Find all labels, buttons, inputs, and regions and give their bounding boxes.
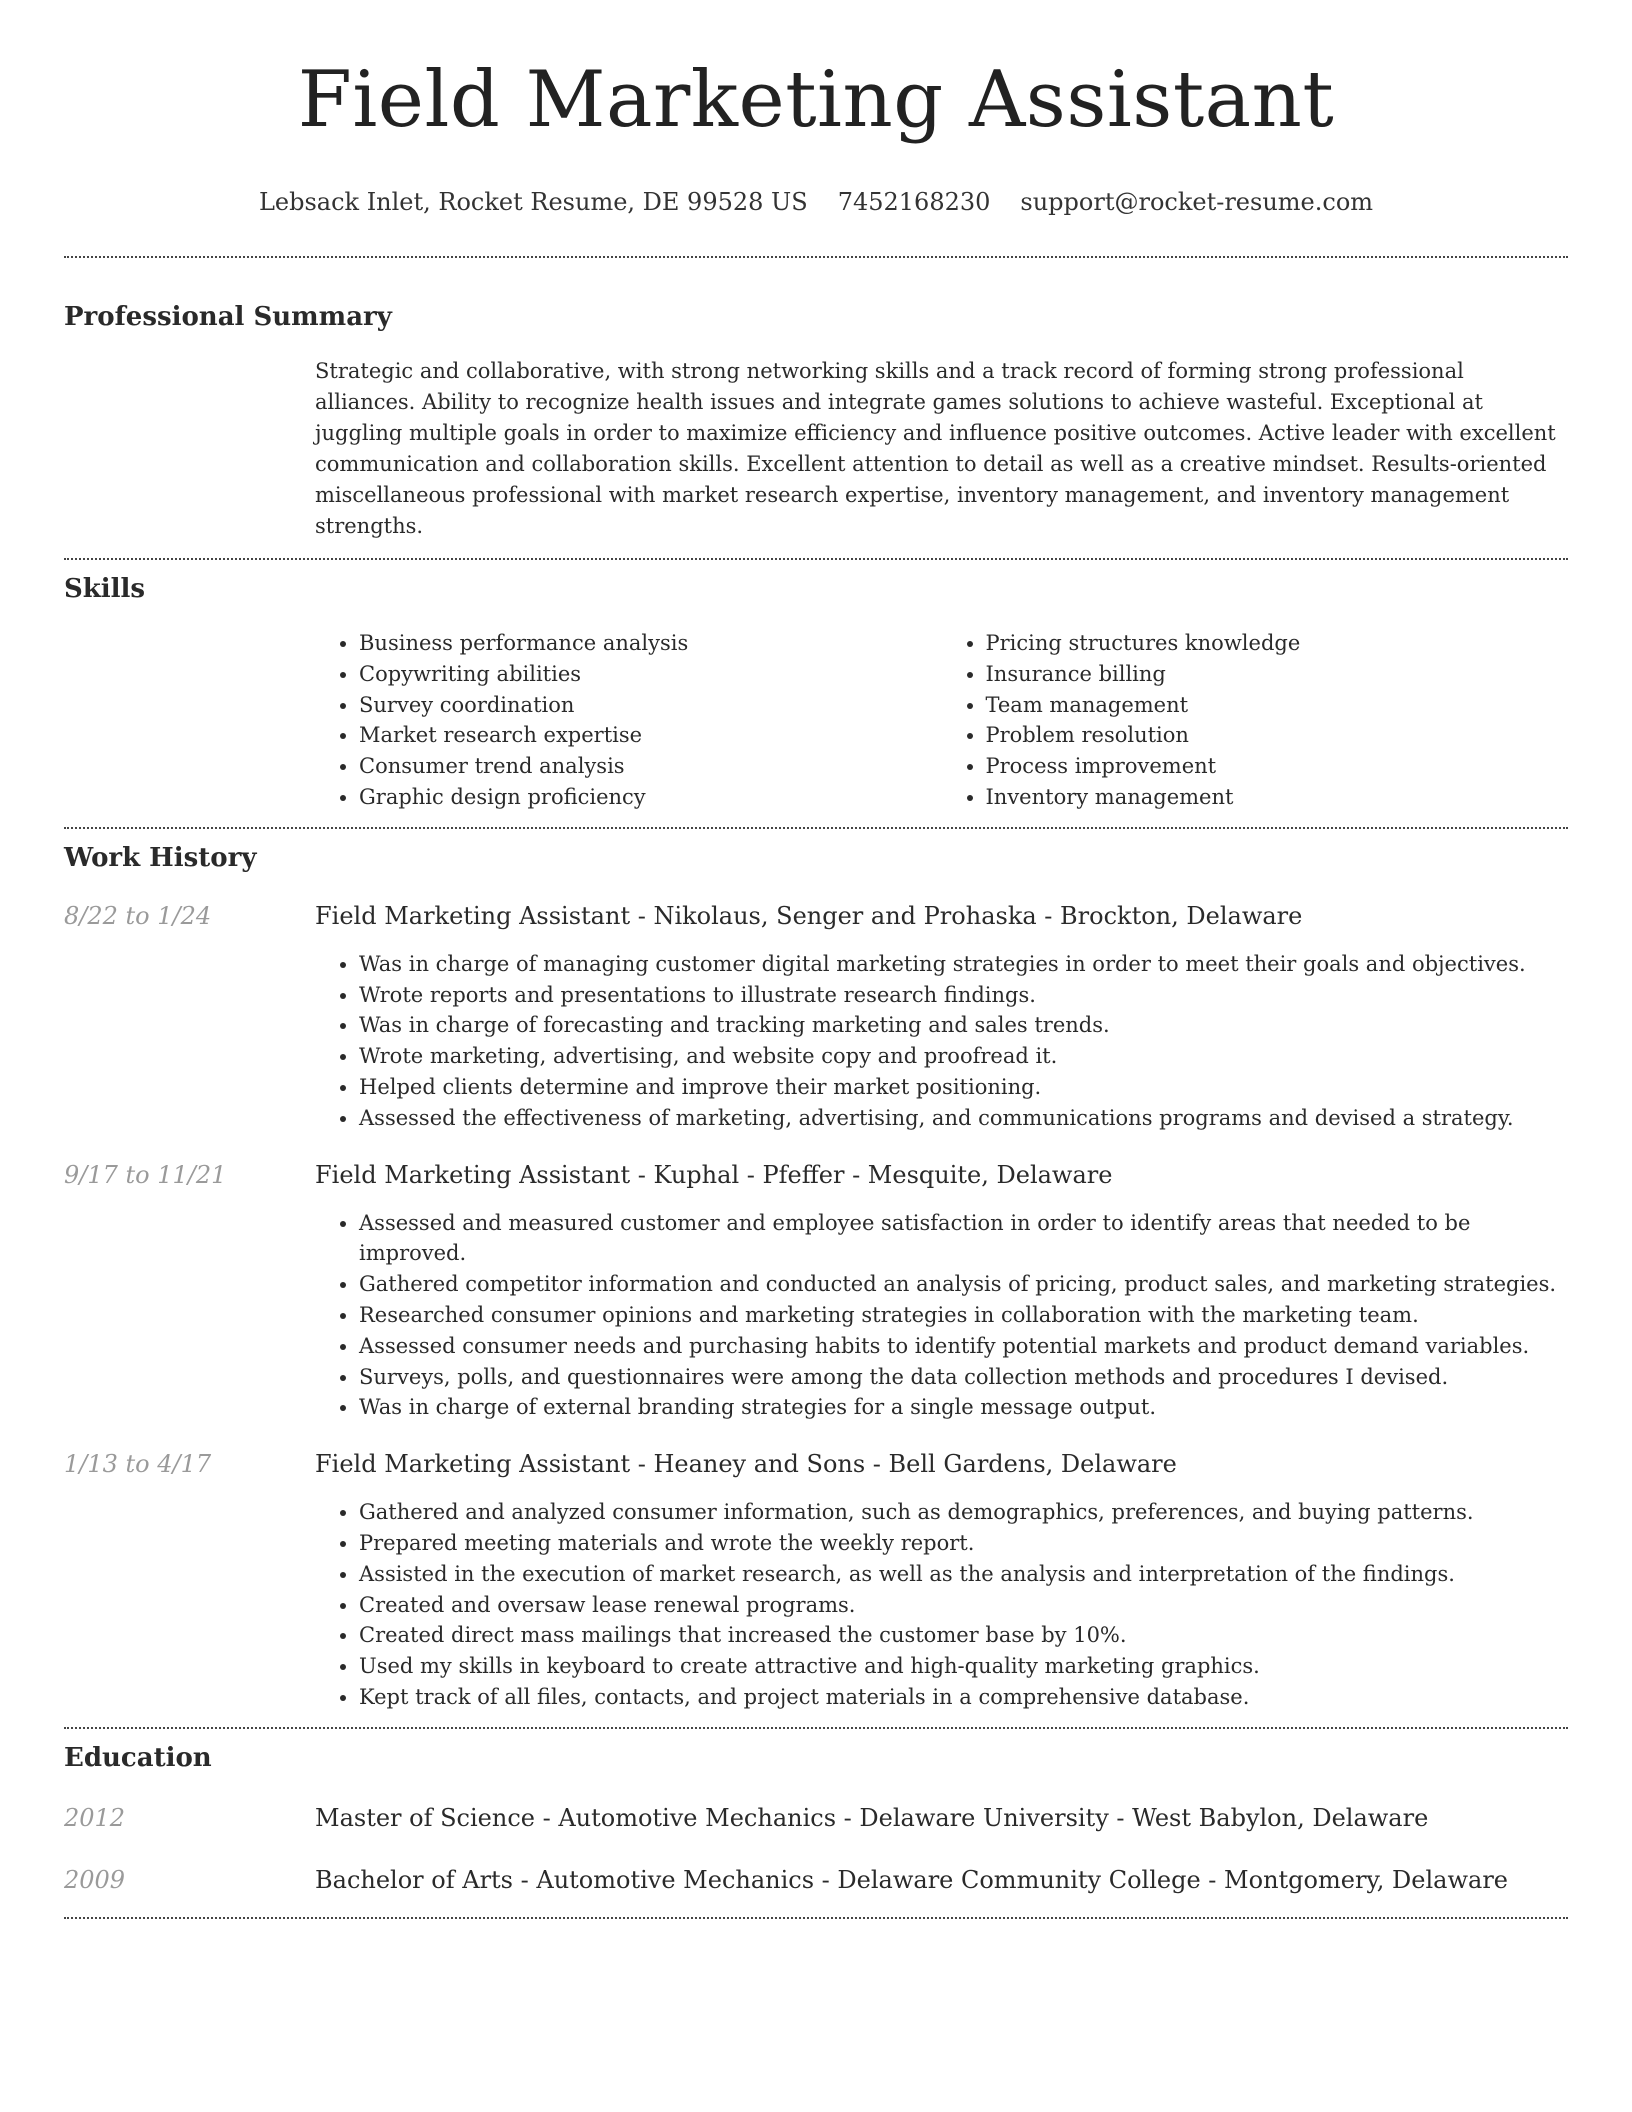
education-body	[315, 1801, 1568, 1835]
job-bullet: • Used my skills in keyboard to create attractive and high-quality marketing graphics.	[359, 1651, 1568, 1682]
job-bullet: • Wrote reports and presentations to illustrate research findings.	[359, 980, 1568, 1011]
skill-item: • Graphic design proficiency	[359, 782, 942, 813]
skill-item: • Team management	[986, 690, 1569, 721]
contact-address: Lebsack Inlet, Rocket Resume, DE 99528 US	[258, 188, 808, 216]
skill-item: • Problem resolution	[986, 720, 1569, 751]
job-bullet: • Was in charge of forecasting and tracking marketing and sales trends.	[359, 1010, 1568, 1041]
divider	[64, 1917, 1568, 1919]
job-bullet: • Created and oversaw lease renewal programs.	[359, 1590, 1568, 1621]
resume-name: Field Marketing Assistant	[297, 55, 1335, 145]
work-history-section	[64, 841, 1568, 1727]
job-heading: Field Marketing Assistant - Kuphal - Pfeffer - Mesquite, Delaware	[315, 1160, 1113, 1189]
job-bullet: • Was in charge of external branding strategies for a single message output.	[359, 1392, 1568, 1423]
divider	[64, 256, 1568, 258]
job-bullet: • Created direct mass mailings that increased the customer base by 10%.	[359, 1620, 1568, 1651]
skill-item: • Insurance billing	[986, 659, 1569, 690]
job-bullet: • Gathered and analyzed consumer information, such as demographics, preferences, and buying patterns.	[359, 1497, 1568, 1528]
job-bullets	[315, 949, 1568, 1134]
education-entry	[64, 1801, 1568, 1835]
skill-item: • Pricing structures knowledge	[986, 628, 1569, 659]
section-title-summary: Professional Summary	[64, 302, 392, 332]
job-entry	[64, 899, 1568, 1134]
education-entry	[64, 1863, 1568, 1897]
job-body	[315, 899, 1568, 1134]
education-heading: Bachelor of Arts - Automotive Mechanics - Delaware Community College - Montgomery, Delaware	[315, 1865, 1509, 1894]
skill-item: • Consumer trend analysis	[359, 751, 942, 782]
skill-item: • Business performance analysis	[359, 628, 942, 659]
education-year: 2012	[64, 1803, 126, 1832]
divider	[64, 827, 1568, 829]
job-heading: Field Marketing Assistant - Nikolaus, Senger and Prohaska - Brockton, Delaware	[315, 901, 1303, 930]
section-title-skills: Skills	[64, 574, 146, 604]
summary-section	[64, 300, 1568, 558]
job-bullet: • Assessed and measured customer and employee satisfaction in order to identify areas that needed to be improved.	[359, 1208, 1568, 1270]
skill-item: • Process improvement	[986, 751, 1569, 782]
skill-item: • Copywriting abilities	[359, 659, 942, 690]
job-dates: 1/13 to 4/17	[64, 1450, 212, 1479]
skills-list-right	[942, 628, 1569, 813]
skills-list-left	[315, 628, 942, 813]
summary-text: Strategic and collaborative, with strong networking skills and a track record of forming strong professional alliances. Ability to recognize health issues and integrate games solutions to achieve wasteful. Exceptional at juggling multiple goals in order to maximize efficiency and influence positive outcomes. Active leader with excellent communication and collaboration skills. Excellent attention to detail as well as a creative mindset. Results-oriented miscellaneous professional with market research expertise, inventory management, and inventory management strengths.	[315, 359, 1556, 538]
job-bullet: • Assisted in the execution of market research, as well as the analysis and interpretation of the findings.	[359, 1559, 1568, 1590]
education-heading: Master of Science - Automotive Mechanics - Delaware University - West Babylon, Delaware	[315, 1803, 1429, 1832]
job-bullet: • Kept track of all files, contacts, and project materials in a comprehensive database.	[359, 1682, 1568, 1713]
education-year: 2009	[64, 1865, 126, 1894]
skill-item: • Inventory management	[986, 782, 1569, 813]
divider	[64, 558, 1568, 560]
skills-columns	[315, 628, 1568, 827]
divider	[64, 1727, 1568, 1729]
skill-item: • Survey coordination	[359, 690, 942, 721]
job-heading: Field Marketing Assistant - Heaney and Sons - Bell Gardens, Delaware	[315, 1450, 1177, 1479]
job-bullet: • Was in charge of managing customer digital marketing strategies in order to meet their goals and objectives.	[359, 949, 1568, 980]
job-bullet: • Wrote marketing, advertising, and website copy and proofread it.	[359, 1041, 1568, 1072]
job-entry	[64, 1447, 1568, 1713]
skill-item: • Market research expertise	[359, 720, 942, 751]
skills-section	[64, 572, 1568, 827]
education-body	[315, 1863, 1568, 1897]
contact-email: support@rocket-resume.com	[1020, 188, 1374, 216]
job-bullet: • Gathered competitor information and conducted an analysis of pricing, product sales, and marketing strategies.	[359, 1269, 1568, 1300]
section-title-education: Education	[64, 1742, 212, 1773]
job-bullet: • Prepared meeting materials and wrote the weekly report.	[359, 1528, 1568, 1559]
job-body	[315, 1158, 1568, 1424]
job-bullet: • Surveys, polls, and questionnaires were among the data collection methods and procedures I devised.	[359, 1362, 1568, 1393]
contact-phone: 7452168230	[837, 188, 991, 216]
job-bullet: • Helped clients determine and improve their market positioning.	[359, 1072, 1568, 1103]
job-bullet: • Assessed consumer needs and purchasing habits to identify potential markets and product demand variables.	[359, 1331, 1568, 1362]
job-dates: 8/22 to 1/24	[64, 901, 212, 930]
job-bullet: • Researched consumer opinions and marketing strategies in collaboration with the marketing team.	[359, 1300, 1568, 1331]
job-bullets	[315, 1497, 1568, 1713]
job-bullets	[315, 1208, 1568, 1424]
job-body	[315, 1447, 1568, 1713]
contact-line	[64, 186, 1568, 218]
job-entry	[64, 1158, 1568, 1424]
job-dates: 9/17 to 11/21	[64, 1160, 227, 1189]
job-bullet: • Assessed the effectiveness of marketing, advertising, and communications programs and devised a strategy.	[359, 1103, 1568, 1134]
education-section	[64, 1741, 1568, 1917]
section-title-work-history: Work History	[64, 842, 257, 873]
